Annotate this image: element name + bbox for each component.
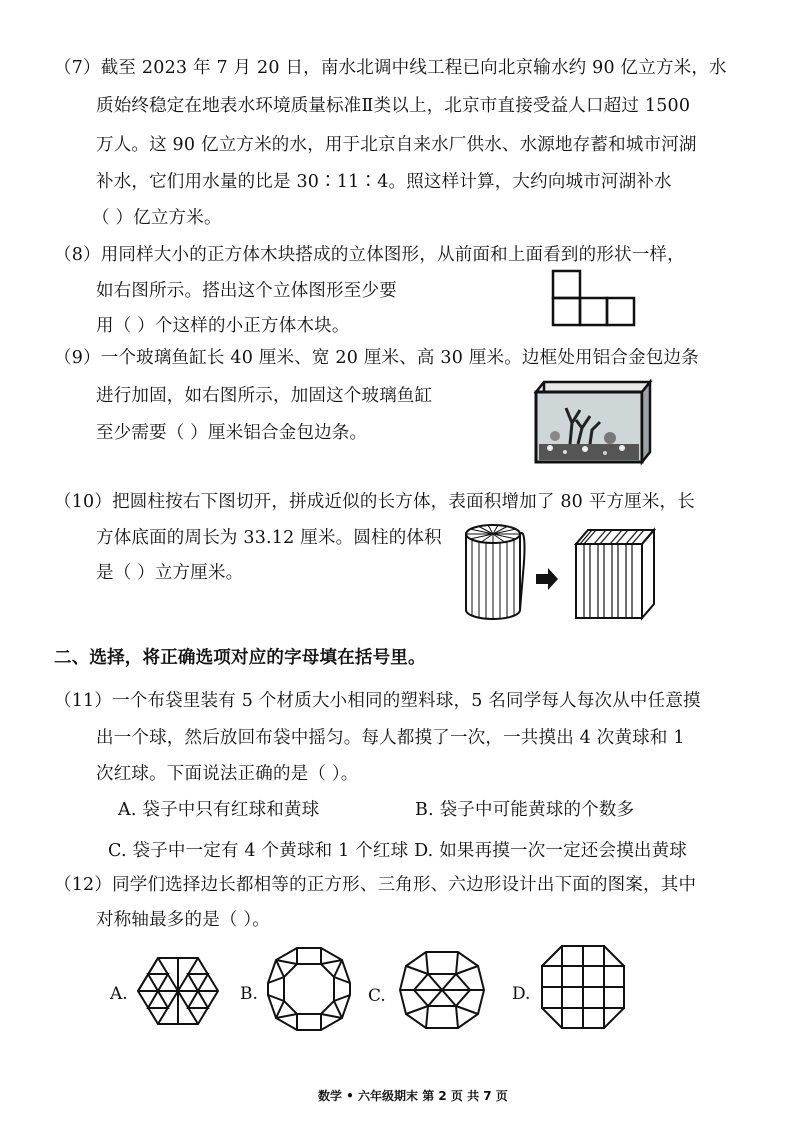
q9-line-2: 进行加固，如右图所示，加固这个玻璃鱼缸 (96, 386, 433, 406)
q8-line-2: 如右图所示。搭出这个立体图形至少要 (96, 281, 397, 301)
q11-option-b: B. 袋子中可能黄球的个数多 (415, 800, 635, 820)
q12-label-c: C. (368, 986, 386, 1006)
q12-line-1: （12）同学们选择边长都相等的正方形、三角形、六边形设计出下面的图案，其中 (54, 875, 697, 895)
pattern-c-figure (398, 950, 486, 1030)
q11-option-cd: C. 袋子中一定有 4 个黄球和 1 个红球 D. 如果再摸一次一定还会摸出黄球 (108, 841, 688, 861)
cylinder-to-cuboid-figure (460, 522, 660, 624)
q12-label-b: B. (240, 984, 258, 1004)
q9-line-3: 至少需要（ ）厘米铝合金包边条。 (96, 423, 368, 443)
page-footer: 数学 • 六年级期末 第 2 页 共 7 页 (318, 1089, 508, 1103)
q12-label-a: A. (110, 984, 128, 1004)
q10-line-2: 方体底面的周长为 33.12 厘米。圆柱的体积 (96, 528, 442, 548)
fish-tank-image (530, 378, 655, 466)
q10-line-3: 是（ ）立方厘米。 (96, 563, 244, 583)
q7-line-3: 万人。这 90 亿立方米的水，用于北京自来水厂供水、水源地存蓄和城市河湖 (96, 135, 697, 155)
q11-line-2: 出一个球，然后放回布袋中摇匀。每人都摸了一次，一共摸出 4 次黄球和 1 (96, 728, 685, 748)
q7-line-2: 质始终稳定在地表水环境质量标准Ⅱ类以上，北京市直接受益人口超过 1500 (96, 96, 691, 116)
q7-line-5: （ ）亿立方米。 (92, 208, 222, 228)
q7-line-1: （7）截至 2023 年 7 月 20 日，南水北调中线工程已向北京输水约 90 亿立方米，水 (54, 58, 727, 78)
q8-line-1: （8）用同样大小的正方体木块搭成的立体图形，从前面和上面看到的形状一样， (54, 245, 685, 265)
q10-line-1: （10）把圆柱按右下图切开，拼成近似的长方体，表面积增加了 80 平方厘米，长 (54, 492, 695, 512)
q7-line-4: 补水，它们用水量的比是 30∶11∶4。照这样计算，大约向城市河湖补水 (96, 172, 672, 192)
cube-view-figure (550, 268, 640, 328)
q11-line-1: （11）一个布袋里装有 5 个材质大小相同的塑料球，5 名同学每人每次从中任意摸 (54, 691, 701, 711)
q8-line-3: 用（ ）个这样的小正方体木块。 (96, 316, 350, 336)
pattern-d-figure (538, 942, 628, 1032)
section-2-title: 二、选择，将正确选项对应的字母填在括号里。 (54, 648, 426, 668)
q11-option-a: A. 袋子中只有红球和黄球 (118, 800, 320, 820)
q12-line-2: 对称轴最多的是（ ）。 (96, 910, 271, 930)
q12-label-d: D. (512, 984, 531, 1004)
pattern-a-figure (136, 955, 220, 1027)
q11-line-3: 次红球。下面说法正确的是（ ）。 (96, 764, 359, 784)
pattern-b-figure (266, 946, 352, 1032)
q9-line-1: （9）一个玻璃鱼缸长 40 厘米、宽 20 厘米、高 30 厘米。边框处用铝合金包边条 (54, 348, 699, 368)
